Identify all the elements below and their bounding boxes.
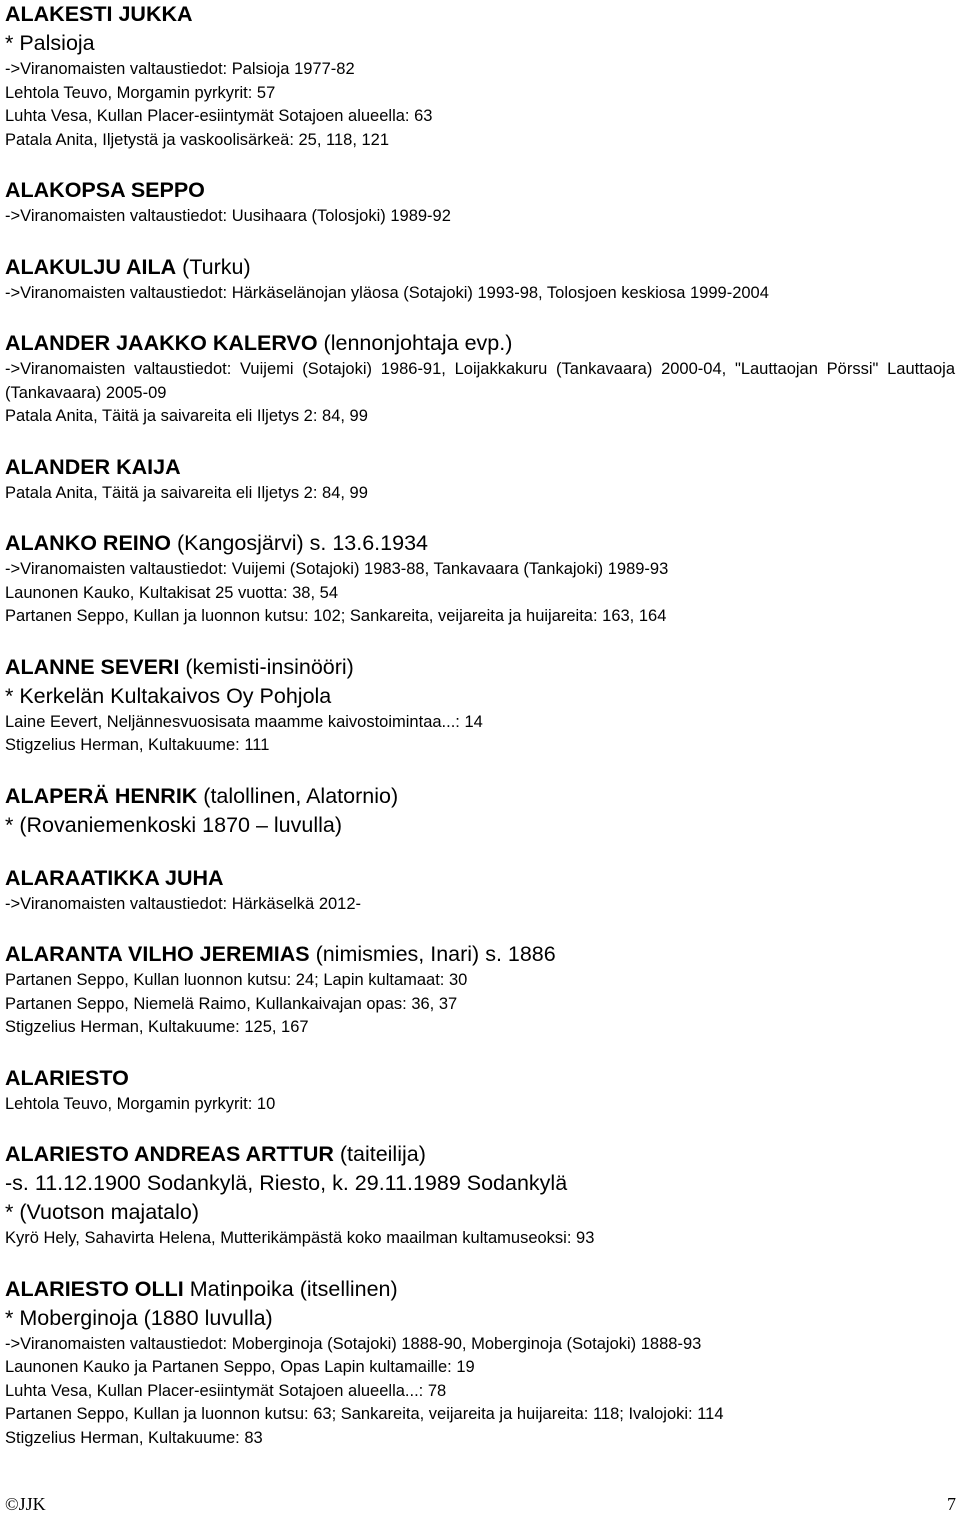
entry-heading (5, 329, 955, 358)
entry-heading (5, 653, 955, 682)
entry-heading (5, 529, 955, 558)
entry-alaranta-vilho-jeremias (5, 940, 955, 1040)
entry-suffix: (Turku) (176, 254, 251, 279)
page-number: 7 (947, 1494, 956, 1514)
entry-heading (5, 253, 955, 282)
entry-line: Stigzelius Herman, Kultakuume: 83 (5, 1428, 263, 1447)
entry-alakopsa-seppo (5, 176, 955, 229)
entry-name: ALARANTA VILHO JEREMIAS (5, 942, 310, 966)
entry-heading (5, 1064, 955, 1093)
entry-line: Stigzelius Herman, Kultakuume: 111 (5, 736, 270, 754)
entry-suffix: (taiteilija) (333, 1142, 426, 1166)
entry-line: ->Viranomaisten valtaustiedot: Härkäselkä 2012- (5, 894, 362, 913)
entry-name: ALANNE SEVERI (5, 654, 180, 679)
entry-line: Patala Anita, Iljetystä ja vaskoolisärkeä: 25, 118, 121 (5, 130, 390, 149)
entry-line: Stigzelius Herman, Kultakuume: 125, 167 (5, 1018, 309, 1036)
entry-birth-line: -s. 11.12.1900 Sodankylä, Riesto, k. 29.11.1989 Sodankylä (5, 1171, 568, 1195)
entry-name: ALARIESTO (5, 1065, 129, 1090)
entry-alanko-reino (5, 529, 955, 629)
entry-name: ALAKESTI JUKKA (5, 2, 193, 26)
entry-line: Partanen Seppo, Kullan luonnon kutsu: 24; Lapin kultamaat: 30 (5, 971, 468, 989)
entry-suffix: (Kangosjärvi) s. 13.6.1934 (171, 531, 428, 555)
entry-name: ALARIESTO ANDREAS ARTTUR (5, 1142, 334, 1166)
entry-name: ALANDER KAIJA (5, 454, 181, 479)
entry-line: Launonen Kauko ja Partanen Seppo, Opas Lapin kultamaille: 19 (5, 1358, 475, 1376)
entry-name: ALARIESTO OLLI (5, 1276, 184, 1301)
entry-name: ALAPERÄ HENRIK (5, 783, 198, 808)
entry-alanne-severi (5, 653, 955, 758)
entry-alakulju-aila (5, 253, 955, 306)
entry-location: * Moberginoja (1880 luvulla) (5, 1305, 273, 1330)
entry-heading (5, 940, 955, 969)
entry-suffix: Matinpoika (itsellinen) (183, 1276, 398, 1301)
entry-heading (5, 782, 955, 811)
entry-line: ->Viranomaisten valtaustiedot: Vuijemi (Sotajoki) 1986-91, Loijakkakuru (Tankavaara) 2000-04, "Lauttaojan Pörssi" Lauttaoja (Tankavaara) 2005-09 (5, 360, 955, 402)
entry-line: ->Viranomaisten valtaustiedot: Moberginoja (Sotajoki) 1888-90, Moberginoja (Sotajoki) 1888-93 (5, 1334, 702, 1353)
entry-suffix: (kemisti-insinööri) (179, 654, 354, 679)
entry-location: * (Rovaniemenkoski 1870 – luvulla) (5, 812, 343, 837)
entry-name: ALAKULJU AILA (5, 254, 177, 279)
entry-location: * Kerkelän Kultakaivos Oy Pohjola (5, 683, 332, 708)
entry-alander-jaakko-kalervo (5, 329, 955, 429)
entry-name: ALANKO REINO (5, 531, 172, 555)
entry-line: Patala Anita, Täitä ja saivareita eli Iljetys 2: 84, 99 (5, 407, 368, 425)
entry-alariesto (5, 1064, 955, 1117)
entry-location: * Palsioja (5, 31, 95, 55)
page-footer (5, 1494, 956, 1514)
copyright-mark: ©JJK (5, 1494, 46, 1514)
entry-alander-kaija (5, 453, 955, 506)
entry-alakesti-jukka (5, 0, 955, 152)
entry-line: Lehtola Teuvo, Morgamin pyrkyrit: 10 (5, 1094, 276, 1113)
entry-line: Patala Anita, Täitä ja saivareita eli Iljetys 2: 84, 99 (5, 483, 368, 502)
entry-line: Launonen Kauko, Kultakisat 25 vuotta: 38, 54 (5, 583, 338, 602)
entry-name: ALAKOPSA SEPPO (5, 178, 205, 202)
entry-line: ->Viranomaisten valtaustiedot: Vuijemi (Sotajoki) 1983-88, Tankavaara (Tankajoki) 1989-93 (5, 560, 669, 578)
entry-line: ->Viranomaisten valtaustiedot: Uusihaara (Tolosjoki) 1989-92 (5, 207, 451, 225)
entry-name: ALANDER JAAKKO KALERVO (5, 331, 318, 355)
entry-suffix: (talollinen, Alatornio) (197, 783, 399, 808)
entry-heading (5, 0, 955, 29)
entry-line: Lehtola Teuvo, Morgamin pyrkyrit: 57 (5, 83, 276, 102)
entry-alariesto-andreas-arttur (5, 1140, 955, 1251)
document-body (5, 0, 955, 1474)
entry-line: Luhta Vesa, Kullan Placer-esiintymät Sotajoen alueella: 63 (5, 107, 433, 125)
entry-alapera-henrik (5, 782, 955, 840)
entry-line: Laine Eevert, Neljännesvuosisata maamme kaivostoimintaa...: 14 (5, 712, 483, 731)
entry-line: Kyrö Hely, Sahavirta Helena, Mutterikämpästä koko maailman kultamuseoksi: 93 (5, 1229, 595, 1247)
entry-name: ALARAATIKKA JUHA (5, 865, 224, 890)
entry-suffix: (lennonjohtaja evp.) (317, 331, 513, 355)
entry-heading (5, 864, 955, 893)
entry-line: ->Viranomaisten valtaustiedot: Härkäselänojan yläosa (Sotajoki) 1993-98, Tolosjoen keskiosa 1999-2004 (5, 283, 769, 302)
entry-line: Luhta Vesa, Kullan Placer-esiintymät Sotajoen alueella...: 78 (5, 1381, 447, 1400)
entry-line: Partanen Seppo, Kullan ja luonnon kutsu: 102; Sankareita, veijareita ja huijareita: 163, 164 (5, 607, 667, 625)
entry-line: ->Viranomaisten valtaustiedot: Palsioja 1977-82 (5, 60, 355, 78)
entry-line: Partanen Seppo, Kullan ja luonnon kutsu: 63; Sankareita, veijareita ja huijareita: 118; Ivalojoki: 114 (5, 1405, 724, 1423)
entry-heading (5, 1140, 955, 1169)
entry-heading (5, 1275, 955, 1304)
entry-heading (5, 453, 955, 482)
entry-heading (5, 176, 955, 205)
entry-line: Partanen Seppo, Niemelä Raimo, Kullankaivajan opas: 36, 37 (5, 994, 458, 1013)
entry-alaraatikka-juha (5, 864, 955, 917)
entry-location: * (Vuotson majatalo) (5, 1200, 199, 1224)
entry-alariesto-olli (5, 1275, 955, 1451)
entry-suffix: (nimismies, Inari) s. 1886 (309, 942, 556, 966)
